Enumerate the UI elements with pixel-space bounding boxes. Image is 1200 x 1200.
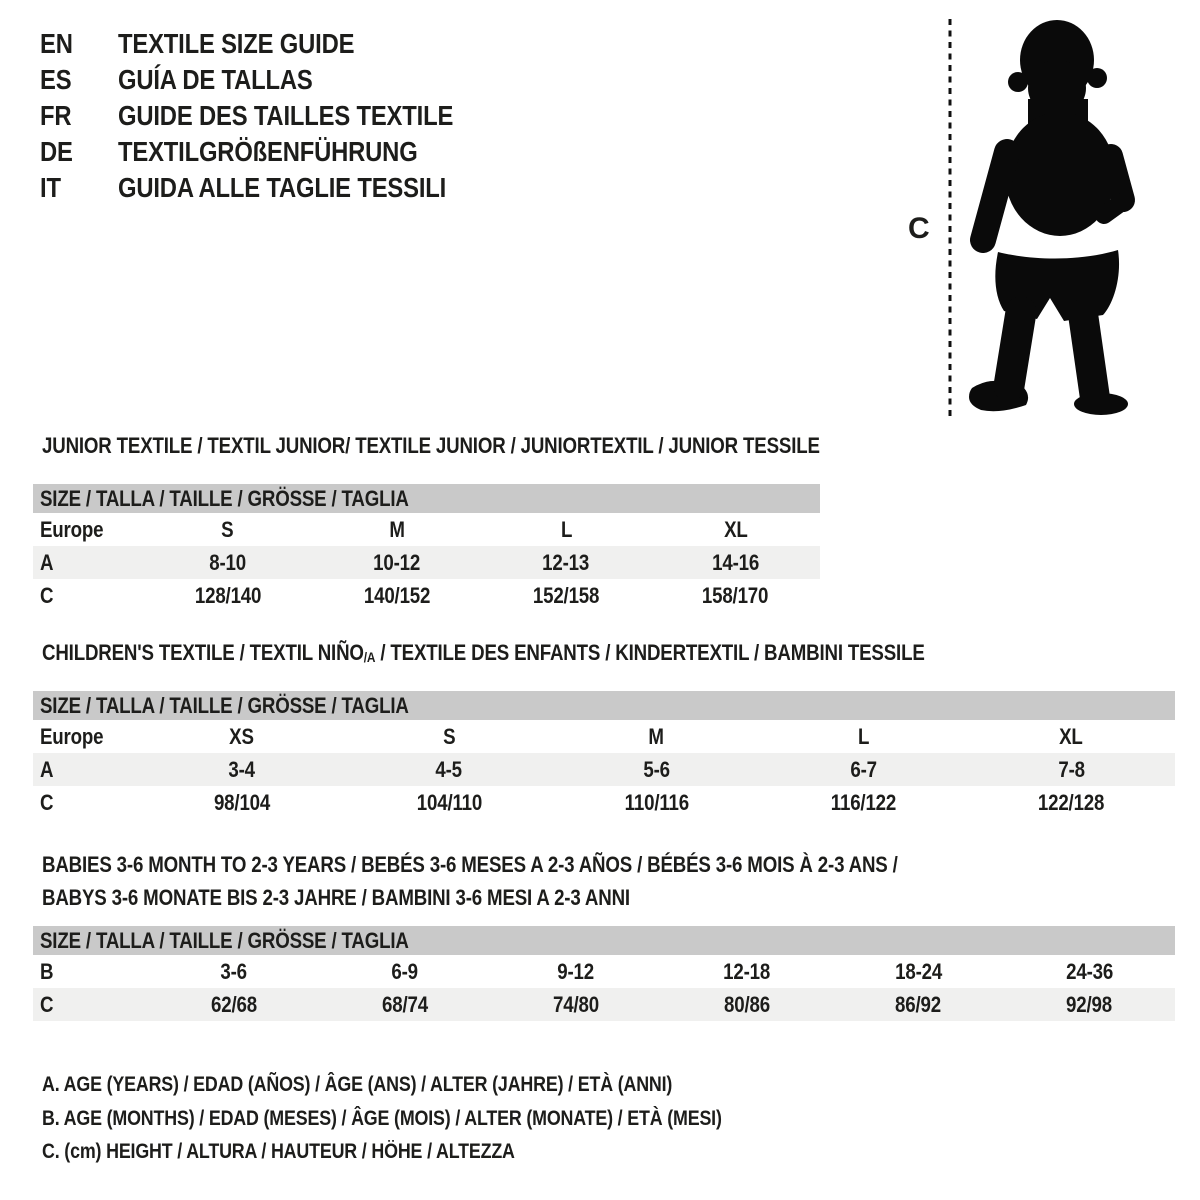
- age-value: 4-5: [435, 756, 463, 782]
- row-label: Europe: [40, 723, 104, 749]
- month-value: 3-6: [220, 958, 247, 984]
- babies-size-table: [33, 926, 1175, 1021]
- height-value: 98/104: [213, 789, 270, 815]
- size-header-bar: [33, 484, 820, 513]
- height-value: 74/80: [552, 991, 599, 1017]
- height-value: 86/92: [895, 991, 942, 1017]
- size-header-text: SIZE / TALLA / TAILLE / GRÖSSE / TAGLIA: [40, 692, 409, 718]
- height-value: 104/110: [416, 789, 482, 815]
- table-row-height: [33, 579, 820, 612]
- height-measure-label: C: [908, 212, 930, 245]
- age-value: 10-12: [373, 549, 421, 575]
- lang-title: GUÍA DE TALLAS: [118, 64, 313, 95]
- legend-line-c: C. (cm) HEIGHT / ALTURA / HAUTEUR / HÖHE / ALTEZZA: [42, 1140, 515, 1163]
- junior-section-title: [42, 434, 957, 458]
- language-title-list: [40, 26, 512, 206]
- lang-title: GUIDA ALLE TAGLIE TESSILI: [118, 172, 447, 203]
- height-value: 128/140: [194, 582, 261, 608]
- lang-code: ES: [40, 64, 72, 95]
- size-value: XS: [229, 723, 255, 749]
- month-value: 6-9: [391, 958, 419, 984]
- nino-a-subscript: /A: [363, 649, 376, 665]
- lang-code: EN: [40, 28, 73, 59]
- lang-title: GUIDE DES TAILLES TEXTILE: [118, 100, 454, 131]
- height-value: 122/128: [1038, 789, 1105, 815]
- month-value: 9-12: [557, 958, 595, 984]
- children-section-title-text: CHILDREN'S TEXTILE / TEXTIL NIÑO/A / TEXTILE DES ENFANTS / KINDERTEXTIL / BAMBINI TESSILE: [42, 640, 925, 665]
- lang-code: IT: [40, 172, 61, 203]
- lang-title: TEXTILGRÖßENFÜHRUNG: [118, 136, 418, 167]
- junior-size-table: [33, 484, 820, 612]
- legend-line-b: B. AGE (MONTHS) / EDAD (MESES) / ÂGE (MOIS) / ALTER (MONATE) / ETÀ (MESI): [42, 1106, 722, 1130]
- row-label: Europe: [40, 516, 104, 542]
- age-value: 8-10: [209, 549, 246, 575]
- age-value: 3-4: [228, 756, 255, 782]
- size-value: S: [221, 516, 234, 542]
- babies-section-title: [42, 848, 1049, 914]
- size-value: L: [560, 516, 572, 542]
- size-value: M: [389, 516, 405, 542]
- size-header-text: SIZE / TALLA / TAILLE / GRÖSSE / TAGLIA: [40, 927, 409, 953]
- age-value: 6-7: [850, 756, 878, 782]
- row-label: A: [40, 756, 54, 782]
- month-value: 24-36: [1065, 958, 1113, 984]
- height-value: 80/86: [724, 991, 771, 1017]
- height-value: 110/116: [624, 789, 689, 815]
- table-row-height: [33, 786, 1175, 819]
- lang-row-de: [40, 134, 512, 170]
- age-value: 5-6: [643, 756, 670, 782]
- children-section-title: [42, 641, 1080, 667]
- age-value: 12-13: [542, 549, 590, 575]
- lang-title: TEXTILE SIZE GUIDE: [118, 28, 355, 59]
- legend: [42, 1068, 842, 1169]
- table-row-europe: [33, 720, 1175, 753]
- row-label: A: [40, 549, 54, 575]
- table-row-age: [33, 546, 820, 579]
- size-header-bar: [33, 926, 1175, 955]
- row-label: B: [40, 958, 54, 984]
- children-size-table: [33, 691, 1175, 819]
- table-row-age: [33, 753, 1175, 786]
- row-label: C: [40, 789, 54, 815]
- lang-code: DE: [40, 136, 73, 167]
- row-label: C: [40, 991, 54, 1017]
- height-value: 116/122: [831, 789, 897, 815]
- height-value: 158/170: [702, 582, 769, 608]
- babies-title-line2: BABYS 3-6 MONATE BIS 2-3 JAHRE / BAMBINI 3-6 MESI A 2-3 ANNI: [42, 885, 630, 910]
- legend-line-a: A. AGE (YEARS) / EDAD (AÑOS) / ÂGE (ANS) / ALTER (JAHRE) / ETÀ (ANNI): [42, 1073, 673, 1096]
- height-value: 140/152: [363, 582, 431, 608]
- height-value: 62/68: [210, 991, 257, 1017]
- babies-title-line1: BABIES 3-6 MONTH TO 2-3 YEARS / BEBÉS 3-6 MESES A 2-3 AÑOS / BÉBÉS 3-6 MOIS À 2-3 ANS /: [42, 852, 898, 877]
- row-label: C: [40, 582, 54, 608]
- height-value: 152/158: [532, 582, 600, 608]
- size-value: M: [648, 723, 665, 749]
- height-value: 92/98: [1066, 991, 1113, 1017]
- size-header-text: SIZE / TALLA / TAILLE / GRÖSSE / TAGLIA: [40, 485, 409, 511]
- month-value: 12-18: [723, 958, 771, 984]
- age-value: 7-8: [1058, 756, 1085, 782]
- size-value: S: [442, 723, 456, 749]
- size-value: L: [858, 723, 870, 749]
- age-value: 14-16: [711, 549, 759, 575]
- table-row-months: [33, 955, 1175, 988]
- table-row-europe: [33, 513, 820, 546]
- height-value: 68/74: [381, 991, 428, 1017]
- lang-row-it: [40, 170, 512, 206]
- table-row-height: [33, 988, 1175, 1021]
- lang-code: FR: [40, 100, 72, 131]
- size-value: XL: [723, 516, 748, 542]
- toddler-silhouette-icon: [900, 14, 1150, 424]
- month-value: 18-24: [894, 958, 942, 984]
- lang-row-en: [40, 26, 512, 62]
- size-header-bar: [33, 691, 1175, 720]
- size-value: XL: [1059, 723, 1084, 749]
- junior-section-title-text: JUNIOR TEXTILE / TEXTIL JUNIOR/ TEXTILE JUNIOR / JUNIORTEXTIL / JUNIOR TESSILE: [42, 433, 820, 458]
- lang-row-fr: [40, 98, 512, 134]
- lang-row-es: [40, 62, 512, 98]
